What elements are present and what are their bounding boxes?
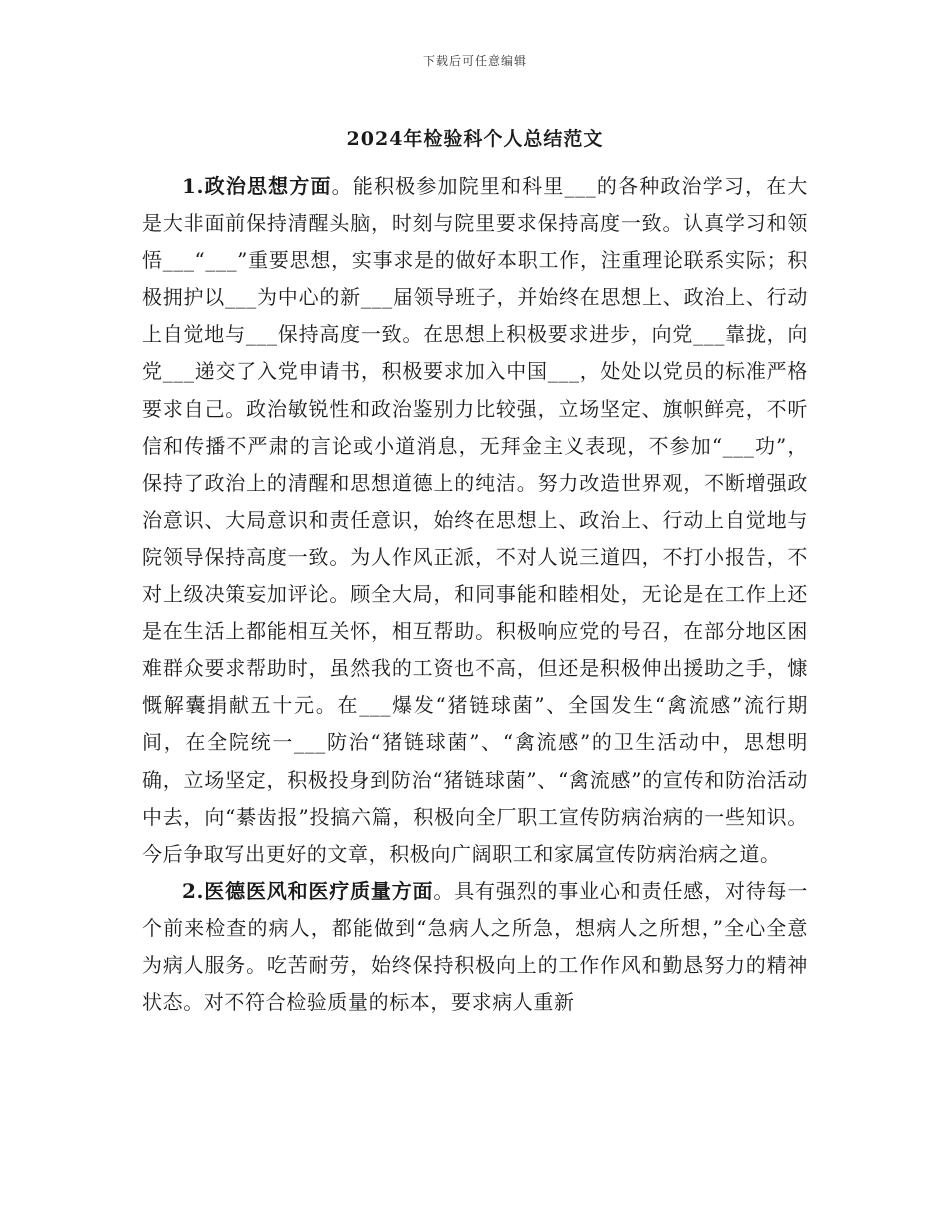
document-body bbox=[142, 168, 808, 1021]
paragraph-heading: 2.医德医风和医疗质量方面 bbox=[182, 878, 434, 903]
download-note: 下载后可任意编辑 bbox=[422, 54, 527, 68]
paragraph-heading: 1.政治思想方面 bbox=[182, 174, 332, 198]
paragraph-text: 。具有强烈的事业心和责任感，对待每一个前来检查的病人，都能做到“急病人之所急，想病人之所想，”全心全意为病人服务。吃苦耐劳，始终保持积极向上的工作作风和勤恳努力的精神状态。对不符合检验质量的标本，要求病人重新 bbox=[142, 878, 808, 1015]
paragraph-text: 。能积极参加院里和科里___的各种政治学习，在大是大非面前保持清醒头脑，时刻与院里要求保持高度一致。认真学习和领悟___“___”重要思想，实事求是的做好本职工作，注重理论联系实际；积极拥护以___为中心的新___届领导班子，并始终在思想上、政治上、行动上自觉地与___保持高度一致。在思想上积极要求进步，向党___靠拢，向党___递交了入党申请书，积极要求加入中国___，处处以党员的标准严格要求自己。政治敏锐性和政治鉴别力比较强，立场坚定、旗帜鲜亮，不听信和传播不严肃的言论或小道消息，无拜金主义表现，不参加“___功”，保持了政治上的清醒和思想道德上的纯洁。努力改造世界观，不断增强政治意识、大局意识和责任意识，始终在思想上、政治上、行动上自觉地与院领导保持高度一致。为人作风正派，不对人说三道四，不打小报告，不对上级决策妄加评论。顾全大局，和同事能和睦相处，无论是在工作上还是在生活上都能相互关怀，相互帮助。积极响应党的号召，在部分地区困难群众要求帮助时，虽然我的工资也不高，但还是积极伸出援助之手，慷慨解囊捐献五十元。在___爆发“猪链球菌”、全国发生“禽流感”流行期间，在全院统一___防治“猪链球菌”、“禽流感”的卫生活动中，思想明确，立场坚定，积极投身到防治“猪链球菌”、“禽流感”的宣传和防治活动中去，向“綦齿报”投搞六篇，积极向全厂职工宣传防病治病的一些知识。今后争取写出更好的文章，积极向广阔职工和家属宣传防病治病之道。 bbox=[142, 174, 808, 866]
document-title: 2024年检验科个人总结范文 bbox=[346, 128, 604, 150]
paragraph-political-thought bbox=[142, 168, 808, 873]
paragraph-medical-ethics bbox=[142, 873, 808, 1021]
